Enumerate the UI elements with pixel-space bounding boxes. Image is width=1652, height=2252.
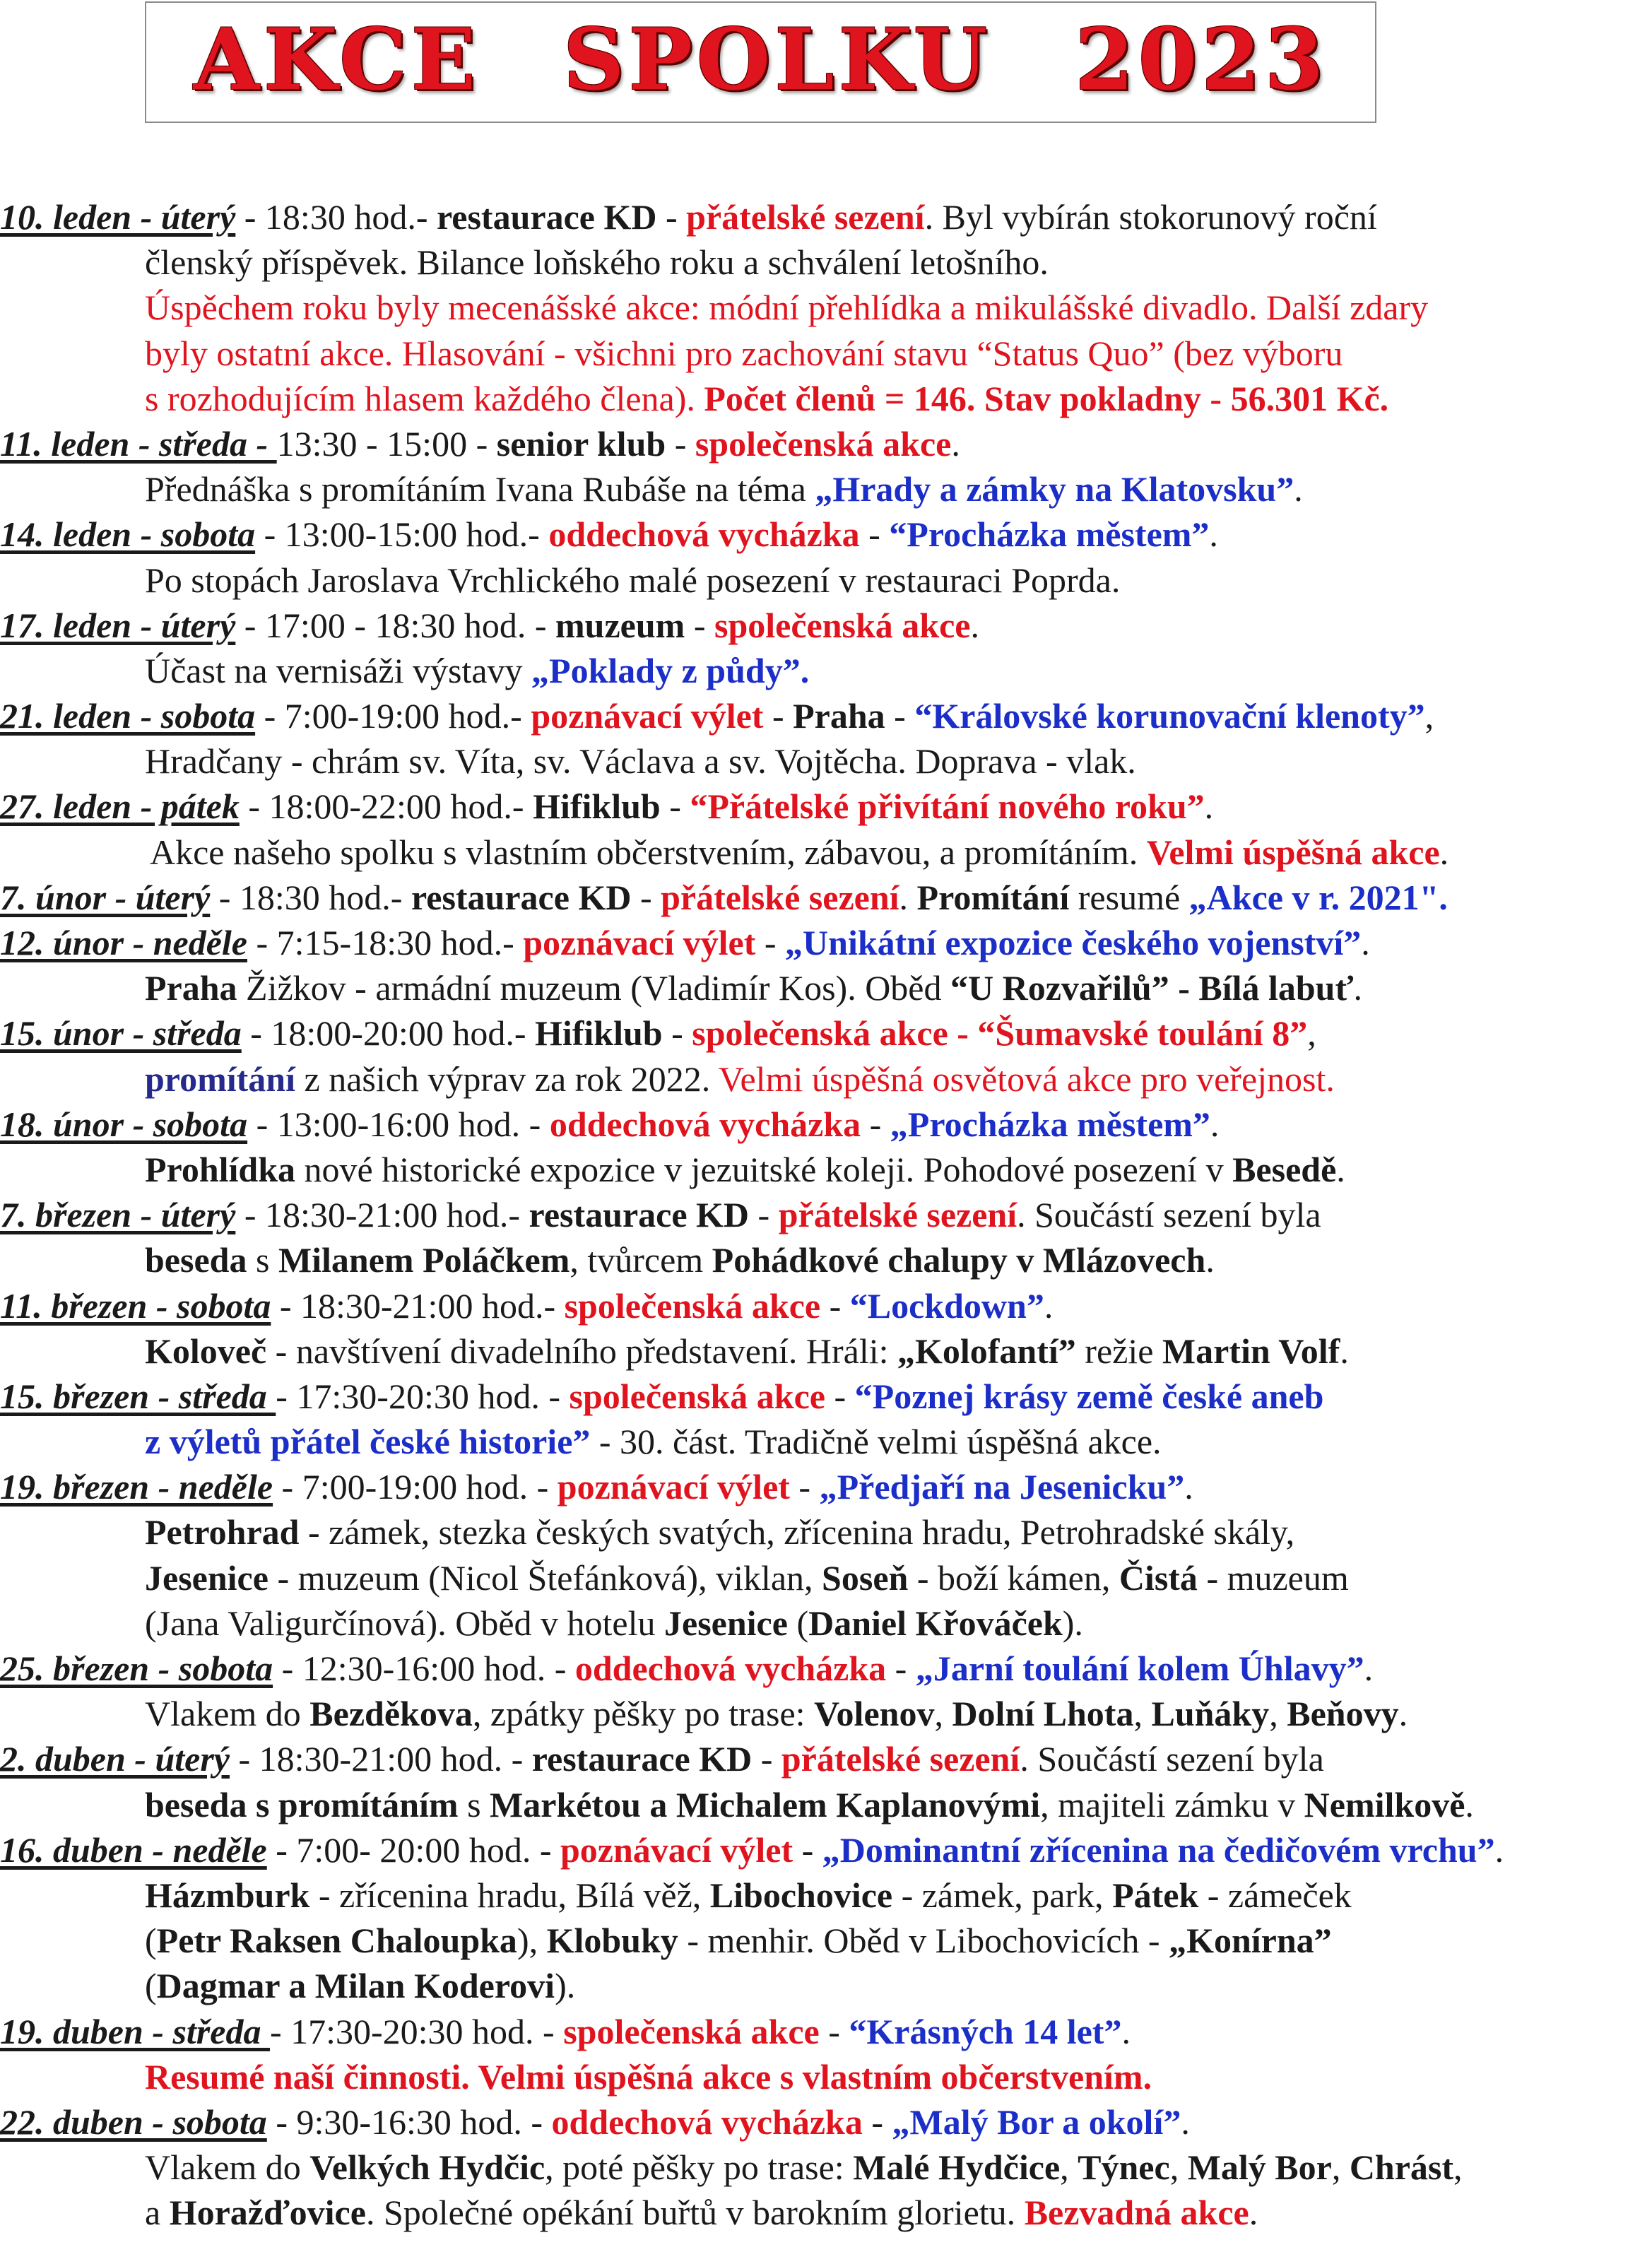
event-line: 21. leden - sobota - 7:00-19:00 hod.- poznávací výlet - Praha - “Královské korunovační klenoty”, [0, 696, 1434, 736]
event-detail: Úspěchem roku byly mecenášské akce: módní přehlídka a mikulášské divadlo. Další zdary [145, 288, 1429, 328]
event-date: 2. duben - úterý [0, 1739, 230, 1779]
event-line: 12. únor - neděle - 7:15-18:30 hod.- poznávací výlet - „Unikátní expozice českého vojenství”. [0, 923, 1370, 962]
event-detail: Házmburk - zřícenina hradu, Bílá věž, Libochovice - zámek, park, Pátek - zámeček [145, 1875, 1352, 1915]
event-date: 10. leden - úterý [0, 197, 236, 237]
event-detail: Petrohrad - zámek, stezka českých svatých, zřícenina hradu, Petrohradské skály, [145, 1512, 1295, 1552]
event-detail: Jesenice - muzeum (Nicol Štefánková), viklan, Soseň - boží kámen, Čistá - muzeum [145, 1557, 1349, 1598]
event-line: 18. únor - sobota - 13:00-16:00 hod. - oddechová vycházka - „Procházka městem”. [0, 1104, 1220, 1144]
event-line: 7. březen - úterý - 18:30-21:00 hod.- restaurace KD - přátelské sezení. Součástí sezení byla [0, 1195, 1321, 1235]
event-date: 15. únor - středa [0, 1013, 242, 1054]
event-detail: Účast na vernisáži výstavy „Poklady z půdy”. [145, 650, 810, 690]
event-date: 15. březen - středa [0, 1376, 276, 1416]
event-line: 14. leden - sobota - 13:00-15:00 hod.- oddechová vycházka - “Procházka městem”. [0, 514, 1218, 555]
event-date: 14. leden - sobota [0, 514, 256, 555]
event-date: 18. únor - sobota [0, 1104, 248, 1144]
event-line: 22. duben - sobota - 9:30-16:30 hod. - oddechová vycházka - „Malý Bor a okolí”. [0, 2101, 1190, 2142]
event-line: 27. leden - pátek - 18:00-22:00 hod.- Hifiklub - “Přátelské přivítání nového roku”. [0, 786, 1214, 827]
event-detail: Vlakem do Velkých Hydčic, poté pěšky po trase: Malé Hydčice, Týnec, Malý Bor, Chrást, [145, 2147, 1463, 2188]
event-date: 7. březen - úterý [0, 1195, 236, 1235]
event-line: 11. březen - sobota - 18:30-21:00 hod.- společenská akce - “Lockdown”. [0, 1285, 1054, 1326]
event-line: 2. duben - úterý - 18:30-21:00 hod. - restaurace KD - přátelské sezení. Součástí sezení byla [0, 1739, 1324, 1779]
page-title: AKCE SPOLKU 2023 [193, 9, 1328, 110]
event-line: 11. leden - středa - 13:30 - 15:00 - senior klub - společenská akce. [0, 423, 960, 464]
event-line: 16. duben - neděle - 7:00- 20:00 hod. - poznávací výlet - „Dominantní zřícenina na čedičovém vrchu”. [0, 1829, 1504, 1870]
event-detail: (Dagmar a Milan Koderovi). [145, 1966, 576, 2006]
event-detail: z výletů přátel české historie” - 30. část. Tradičně velmi úspěšná akce. [145, 1422, 1162, 1462]
event-detail: Vlakem do Bezděkova, zpátky pěšky po trase: Volenov, Dolní Lhota, Luňáky, Beňovy. [145, 1694, 1408, 1734]
event-detail: beseda s promítáním s Markétou a Michalem Kaplanovými, majiteli zámku v Nemilkově. [145, 1784, 1474, 1824]
event-line: 15. březen - středa - 17:30-20:30 hod. - společenská akce - “Poznej krásy země české aneb [0, 1376, 1324, 1416]
event-line: 19. březen - neděle - 7:00-19:00 hod. - poznávací výlet - „Předjaří na Jesenicku”. [0, 1467, 1193, 1507]
event-date: 11. březen - sobota [0, 1285, 271, 1326]
event-line: 7. únor - úterý - 18:30 hod.- restaurace KD - přátelské sezení. Promítání resumé „Akce v r. 2021". [0, 877, 1448, 917]
event-detail: Resumé naší činnosti. Velmi úspěšná akce s vlastním občerstvením. [145, 2056, 1152, 2097]
event-date: 19. březen - neděle [0, 1467, 273, 1507]
event-detail: s rozhodujícím hlasem každého člena). Počet členů = 146. Stav pokladny - 56.301 Kč. [145, 378, 1389, 418]
event-detail: (Jana Valigurčínová). Oběd v hotelu Jesenice (Daniel Křováček). [145, 1603, 1083, 1643]
event-detail: promítání z našich výprav za rok 2022. Velmi úspěšná osvětová akce pro veřejnost. [145, 1059, 1335, 1099]
event-detail: Koloveč - navštívení divadelního představení. Hráli: „Kolofantí” režie Martin Volf. [145, 1331, 1349, 1371]
event-date: 12. únor - neděle [0, 923, 247, 962]
event-detail: a Horažďovice. Společné opékání buřtů v barokním glorietu. Bezvadná akce. [145, 2193, 1258, 2233]
event-date: 22. duben - sobota [0, 2101, 267, 2142]
event-detail: členský příspěvek. Bilance loňského roku a schválení letošního. [145, 242, 1049, 283]
event-detail: beseda s Milanem Poláčkem, tvůrcem Pohádkové chalupy v Mlázovech. [145, 1240, 1215, 1280]
event-detail: Po stopách Jaroslava Vrchlického malé posezení v restauraci Poprda. [145, 560, 1121, 600]
event-detail: Přednáška s promítáním Ivana Rubáše na téma „Hrady a zámky na Klatovsku”. [145, 469, 1303, 509]
event-date: 19. duben - středa [0, 2011, 270, 2051]
event-line: 25. březen - sobota - 12:30-16:00 hod. - oddechová vycházka - „Jarní toulání kolem Úhlavy”. [0, 1649, 1374, 1688]
event-date: 16. duben - neděle [0, 1829, 267, 1870]
event-line: 10. leden - úterý - 18:30 hod.- restaurace KD - přátelské sezení. Byl vybírán stokorunový roční [0, 197, 1377, 237]
event-detail: byly ostatní akce. Hlasování - všichni pro zachování stavu “Status Quo” (bez výboru [145, 333, 1343, 373]
event-date: 11. leden - středa - [0, 423, 277, 464]
event-date: 21. leden - sobota [0, 696, 256, 736]
event-date: 25. březen - sobota [0, 1649, 273, 1688]
event-detail: Akce našeho spolku s vlastním občerstvením, zábavou, a promítáním. Velmi úspěšná akce. [150, 832, 1449, 872]
event-line: 15. únor - středa - 18:00-20:00 hod.- Hifiklub - společenská akce - “Šumavské toulání 8”, [0, 1013, 1316, 1054]
event-detail: (Petr Raksen Chaloupka), Klobuky - menhir. Oběd v Libochovicích - „Konírna” [145, 1921, 1332, 1961]
title-box [145, 1, 1376, 123]
event-detail: Hradčany - chrám sv. Víta, sv. Václava a sv. Vojtěcha. Doprava - vlak. [145, 741, 1136, 782]
event-date: 7. únor - úterý [0, 877, 211, 917]
event-list [0, 194, 1652, 2235]
event-date: 27. leden - pátek [0, 786, 240, 827]
event-detail: Prohlídka nové historické expozice v jezuitské koleji. Pohodové posezení v Besedě. [145, 1149, 1345, 1189]
event-line: 17. leden - úterý - 17:00 - 18:30 hod. - muzeum - společenská akce. [0, 605, 979, 645]
event-detail: Praha Žižkov - armádní muzeum (Vladimír Kos). Oběd “U Rozvařilů” - Bílá labuť. [145, 968, 1363, 1008]
event-line: 19. duben - středa - 17:30-20:30 hod. - společenská akce - “Krásných 14 let”. [0, 2011, 1131, 2051]
event-date: 17. leden - úterý [0, 605, 236, 645]
